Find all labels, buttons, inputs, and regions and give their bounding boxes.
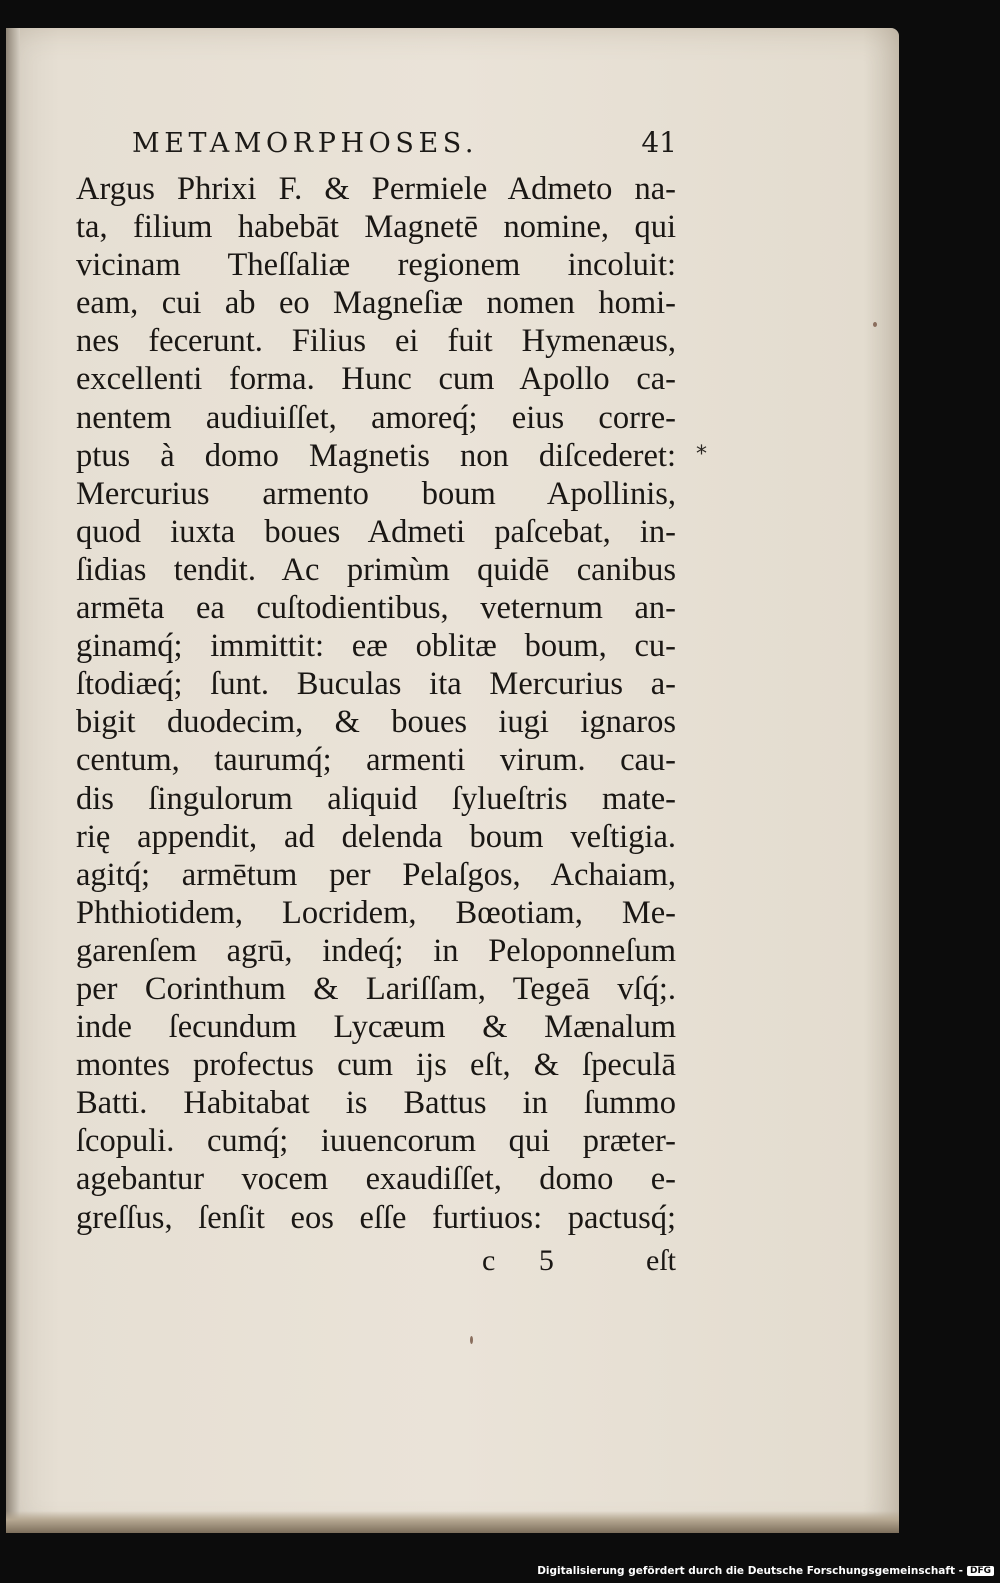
text-line: ſcopuli. cumq́; iuuencorum qui præter- <box>76 1123 676 1160</box>
text-line: centum, taurumq́; armenti virum. cau- <box>76 742 676 779</box>
credit-text: Digitalisierung gefördert durch die Deutsche Forschungsgemeinschaft - <box>537 1565 963 1577</box>
text-line: bigit duodecim, & boues iugi ignaros <box>76 704 676 741</box>
dfg-logo: DFG <box>967 1566 994 1576</box>
text-line: armēta ea cuſtodientibus, veternum an- <box>76 590 676 627</box>
text-line: eam, cui ab eo Magneſiæ nomen homi- <box>76 285 676 322</box>
text-line: ptus à domo Magnetis non diſcederet: <box>76 437 676 474</box>
text-line: nentem audiuiſſet, amoreq́; eius corre- <box>76 399 676 436</box>
text-line: vicinam Theſſaliæ regionem incoluit: <box>76 247 676 284</box>
text-line: ſtodiæq́; ſunt. Buculas ita Mercurius a- <box>76 666 676 703</box>
text-line: Phthiotidem, Locridem, Bœotiam, Me- <box>76 894 676 931</box>
running-head <box>132 124 677 164</box>
page-gutter <box>6 28 20 1533</box>
catchword: eſt <box>646 1244 676 1277</box>
text-line: montes profectus cum ijs eſt, & ſpeculā <box>76 1047 676 1084</box>
paper-speck <box>470 1336 473 1344</box>
text-line: garenſem agrū, indeq́; in Peloponneſum <box>76 932 676 969</box>
text-line: Batti. Habitabat is Battus in ſummo <box>76 1085 676 1122</box>
running-title: METAMORPHOSES. <box>132 128 479 159</box>
text-line: ginamq́; immittit: eæ oblitæ boum, cu- <box>76 628 676 665</box>
text-line: ta, filium habebāt Magnetē nomine, qui <box>76 209 676 246</box>
page-number: 41 <box>641 126 677 159</box>
page-bottom-edge <box>6 1511 899 1533</box>
text-line: quod iuxta boues Admeti paſcebat, in- <box>76 513 676 550</box>
text-line: Mercurius armento boum Apollinis, <box>76 475 676 512</box>
text-line: greſſus, ſenſit eos eſſe furtiuos: pactusq́; <box>76 1199 676 1236</box>
text-line: nes fecerunt. Filius ei fuit Hymenæus, <box>76 323 676 360</box>
text-line: per Corinthum & Lariſſam, Tegeā vſq́;. <box>76 970 676 1007</box>
text-line: inde ſecundum Lycæum & Mænalum <box>76 1009 676 1046</box>
digitization-credit <box>537 1561 994 1581</box>
text-line: ſidias tendit. Ac primùm quidē canibus <box>76 551 676 588</box>
text-line: excellenti forma. Hunc cum Apollo ca- <box>76 361 676 398</box>
text-line: agitq́; armētum per Pelaſgos, Achaiam, <box>76 856 676 893</box>
body-text <box>76 170 676 1237</box>
page-footer <box>76 1244 676 1284</box>
text-line: Argus Phrixi F. & Permiele Admeto na- <box>76 171 676 207</box>
signature-mark: c 5 <box>482 1244 572 1277</box>
paper-speck <box>873 322 877 327</box>
text-line: agebantur vocem exaudiſſet, domo e- <box>76 1161 676 1198</box>
margin-asterisk: * <box>696 442 707 467</box>
text-line: rię appendit, ad delenda boum veſtigia. <box>76 818 676 855</box>
text-line: dis ſingulorum aliquid ſylueſtris mate- <box>76 780 676 817</box>
